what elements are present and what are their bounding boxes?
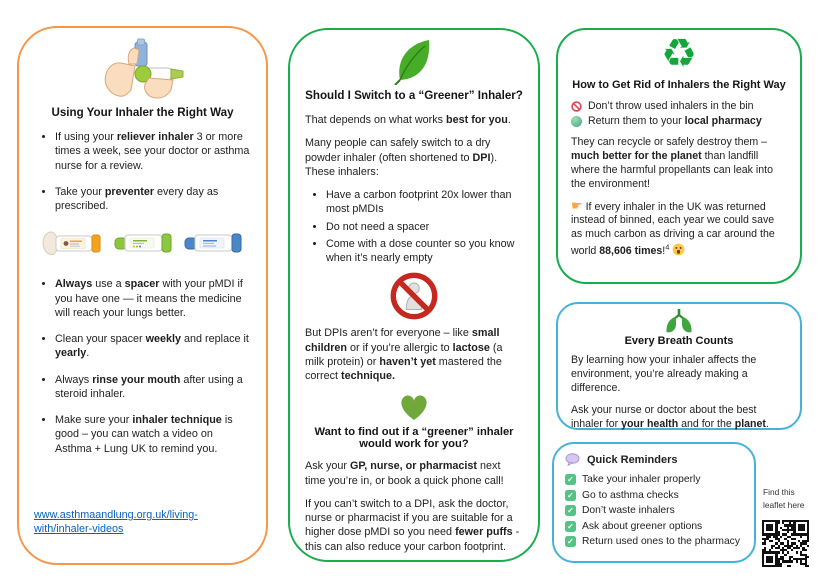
bullet-item: • Have a carbon footprint 20x lower than most pMDIs [326, 188, 523, 217]
recycle-panel-title: How to Get Rid of Inhalers the Right Way [572, 79, 786, 91]
bullet-item: • Make sure your inhaler technique is good – you can watch a video on Asthma + Lung UK to remind you. [55, 413, 251, 456]
panel-quick-reminders [552, 442, 756, 563]
bullet-item: • If using your reliever inhaler 3 or more times a week, see your doctor or asthma nurse for a review. [55, 130, 251, 173]
reminder-item [565, 474, 743, 485]
middle-panel-title: Should I Switch to a “Greener” Inhaler? [305, 89, 523, 102]
bullet-item: • Take your preventer every day as prescribed. [55, 185, 251, 214]
no-entry-icon [571, 101, 582, 112]
paragraph-text: If every inhaler in the UK was returned instead of binned, each year we could save as much carbon as driving a car around the world 88,606 times!$^4$ [571, 200, 775, 257]
shocked-face-icon [672, 243, 685, 256]
inhaler-videos-link[interactable]: www.asthmaandlung.org.uk/living-with/inhaler-videos [34, 508, 198, 536]
not-for-everyone-icon [305, 270, 523, 322]
reminder-text: Take your inhaler properly [582, 474, 701, 485]
green-leaf-icon [305, 37, 523, 85]
paragraph: They can recycle or safely destroy them – much better for the planet than landfill where the harmful propellants can leak into the environment! [571, 136, 773, 190]
dont-bin-line [571, 100, 787, 112]
return-pharmacy-line [571, 115, 787, 127]
bullet-item: • Do not need a spacer [326, 220, 523, 234]
reminder-item [565, 490, 743, 501]
paragraph: That depends on what works best for you. [305, 114, 511, 126]
line-text: Return them to your local pharmacy [588, 115, 762, 127]
reminder-text: Ask about greener options [582, 520, 703, 532]
reminder-text: Go to asthma checks [582, 489, 679, 501]
line-text: Don’t throw used inhalers in the bin [588, 100, 754, 112]
checkbox-icon: ✓ [565, 521, 576, 532]
paragraph: If you can’t switch to a DPI, ask the doctor, nurse or pharmacist if you are suitable for a higher dose pMDI so you need fewer puffs - this can also reduce your carbon footprint. [305, 497, 520, 553]
reminder-item [565, 521, 743, 532]
bullet-item: • Come with a dose counter so you know when it’s nearly empty [326, 237, 523, 266]
bullet-item: • Always use a spacer with your pMDI if you have one — it means the medicine will reach your lungs better. [55, 277, 251, 320]
checkbox-icon: ✓ [565, 490, 576, 501]
left-bullets-top [34, 130, 251, 213]
speech-bubble-icon [565, 453, 581, 466]
green-spacer-image [110, 225, 176, 261]
reminder-item [565, 536, 743, 547]
reminders-header [565, 453, 743, 466]
checkbox-icon: ✓ [565, 474, 576, 485]
checkbox-icon: ✓ [565, 536, 576, 547]
find-leaflet-label [763, 486, 804, 513]
left-panel-title: Using Your Inhaler the Right Way [51, 106, 234, 119]
reminder-item [565, 505, 743, 516]
lungs-icon [571, 308, 787, 334]
dpi-benefits-list [305, 188, 523, 265]
bullet-item: • Clean your spacer weekly and replace it yearly. [55, 332, 251, 361]
left-bullets-mid [34, 277, 251, 360]
find-label-line1: Find this [763, 487, 795, 497]
panel-every-breath-counts [556, 302, 802, 430]
bullet-item: • Always rinse your mouth after using a steroid inhaler. [55, 373, 251, 402]
left-bullets-bottom [34, 373, 251, 456]
paragraph: By learning how your inhaler affects the environment, you’re already making a difference. [571, 354, 757, 394]
green-heart-icon [305, 392, 523, 422]
blue-spacer-image [180, 225, 246, 261]
green-dot-icon [571, 116, 582, 127]
reminders-title: Quick Reminders [587, 453, 678, 466]
qr-code [762, 520, 809, 567]
reminder-text: Don’t waste inhalers [582, 505, 675, 516]
pointing-finger-icon: ☛ [571, 197, 583, 213]
panel-get-rid-of-inhalers [556, 28, 802, 284]
recycle-icon: ♻ [661, 32, 697, 76]
paragraph: But DPIs aren’t for everyone – like small children or if you’re allergic to lactose (a milk protein) or haven’t yet mastered the correct technique. [305, 327, 503, 382]
paragraph: Many people can safely switch to a dry powder inhaler (often shortened to DPI). These inhalers: [305, 137, 498, 178]
spacer-devices-image [34, 225, 251, 261]
panel-greener-inhaler [288, 28, 540, 562]
breath-panel-title: Every Breath Counts [624, 335, 734, 347]
paragraph: Ask your nurse or doctor about the best inhaler for your health and for the planet. [571, 403, 769, 430]
orange-spacer-image [40, 225, 106, 261]
find-label-line2: leaflet here [763, 500, 805, 511]
greener-work-for-you-heading: Want to find out if a “greener” inhaler would work for you? [314, 426, 514, 451]
paragraph: Ask your GP, nurse, or pharmacist next time you’re in, or book a quick phone call! [305, 460, 504, 487]
paragraph [571, 197, 787, 259]
reminder-text: Return used ones to the pharmacy [582, 536, 740, 547]
hands-using-inhaler-illustration [34, 36, 251, 102]
panel-using-your-inhaler [17, 26, 268, 565]
checkbox-icon: ✓ [565, 505, 576, 516]
